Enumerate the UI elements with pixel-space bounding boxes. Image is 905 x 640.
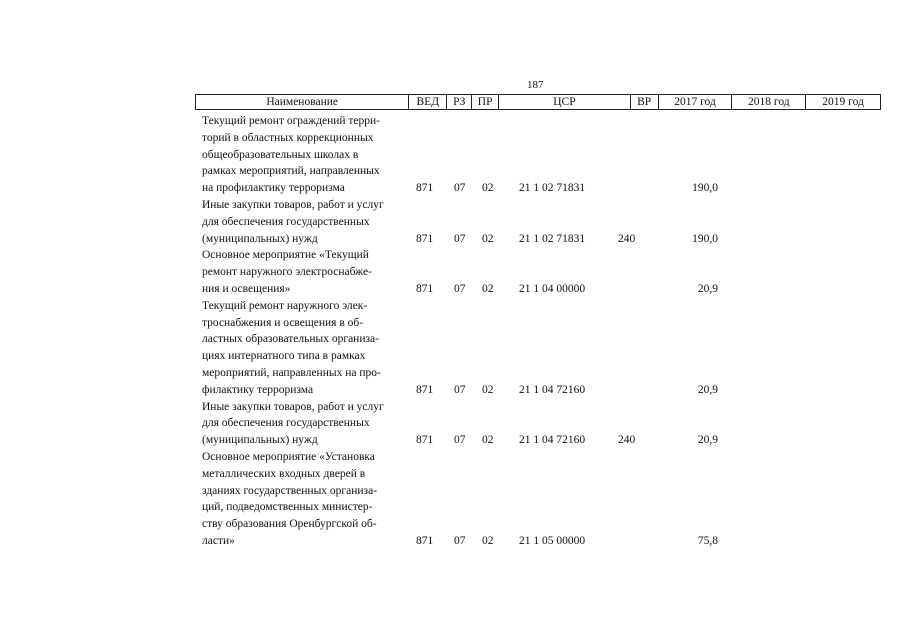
row-name: Основное мероприятие «Установка металлических входных дверей в зданиях государственных организа- ций, подведомственных министер- ству образования Оренбургской об- ласти» [202,450,378,547]
table-row [202,298,902,399]
header-name: Наименование [196,95,409,109]
row-ved: 871 [416,534,434,547]
header-vr: ВР [631,95,659,109]
row-vr: 240 [618,232,636,245]
row-2017: 20,9 [697,434,718,447]
row-ved: 871 [416,182,434,195]
header-2017: 2017 год [659,95,733,109]
table-row [202,247,902,297]
header-2018: 2018 год [732,95,806,109]
row-csr: 21 1 04 00000 [519,282,586,295]
row-rz: 07 [454,534,466,547]
row-rz: 07 [454,383,466,396]
row-2017: 20,9 [697,282,718,295]
table-row [202,399,902,449]
row-2017: 20,9 [697,383,718,396]
table-row [202,113,902,197]
row-csr: 21 1 04 72160 [519,383,586,396]
row-2017: 75,8 [697,534,718,547]
table-row [202,197,902,247]
row-pr: 02 [482,182,494,195]
row-csr: 21 1 05 00000 [519,534,586,547]
row-csr: 21 1 02 71831 [519,232,586,245]
table-header [195,94,881,110]
row-ved: 871 [416,232,434,245]
row-ved: 871 [416,434,434,447]
row-name: Основное мероприятие «Текущий ремонт наружного электроснабже- ния и освещения» [202,249,372,295]
row-ved: 871 [416,282,434,295]
row-rz: 07 [454,232,466,245]
row-ved: 871 [416,383,434,396]
header-2019: 2019 год [822,96,864,108]
table-row [202,449,902,550]
header-pr: ПР [472,95,499,109]
row-name: Текущий ремонт наружного элек- троснабжения и освещения в об- ластных образовательных организа- циях интернатного типа в рамках мероприятий, направленных на про- филактику терроризма [202,299,381,396]
header-rz: РЗ [447,95,472,109]
row-pr: 02 [482,534,494,547]
row-2017: 190,0 [692,182,718,195]
header-csr: ЦСР [499,95,631,109]
row-pr: 02 [482,383,494,396]
row-vr: 240 [618,434,636,447]
row-csr: 21 1 02 71831 [519,182,586,195]
row-pr: 02 [482,434,494,447]
row-rz: 07 [454,434,466,447]
row-rz: 07 [454,282,466,295]
page-number: 187 [527,79,544,91]
row-name: Иные закупки товаров, работ и услуг для обеспечения государственных (муниципальных) нужд [202,198,384,245]
row-2017: 190,0 [692,232,718,245]
row-name: Текущий ремонт ограждений терри- торий в областных коррекционных общеобразовательных школах в рамках мероприятий, направленных на профилактику терроризма [202,115,381,195]
row-rz: 07 [454,182,466,195]
row-pr: 02 [482,232,494,245]
row-csr: 21 1 04 72160 [519,434,586,447]
table-body [202,113,902,550]
row-name: Иные закупки товаров, работ и услуг для обеспечения государственных (муниципальных) нужд [202,400,384,447]
row-pr: 02 [482,282,494,295]
header-ved: ВЕД [409,95,447,109]
